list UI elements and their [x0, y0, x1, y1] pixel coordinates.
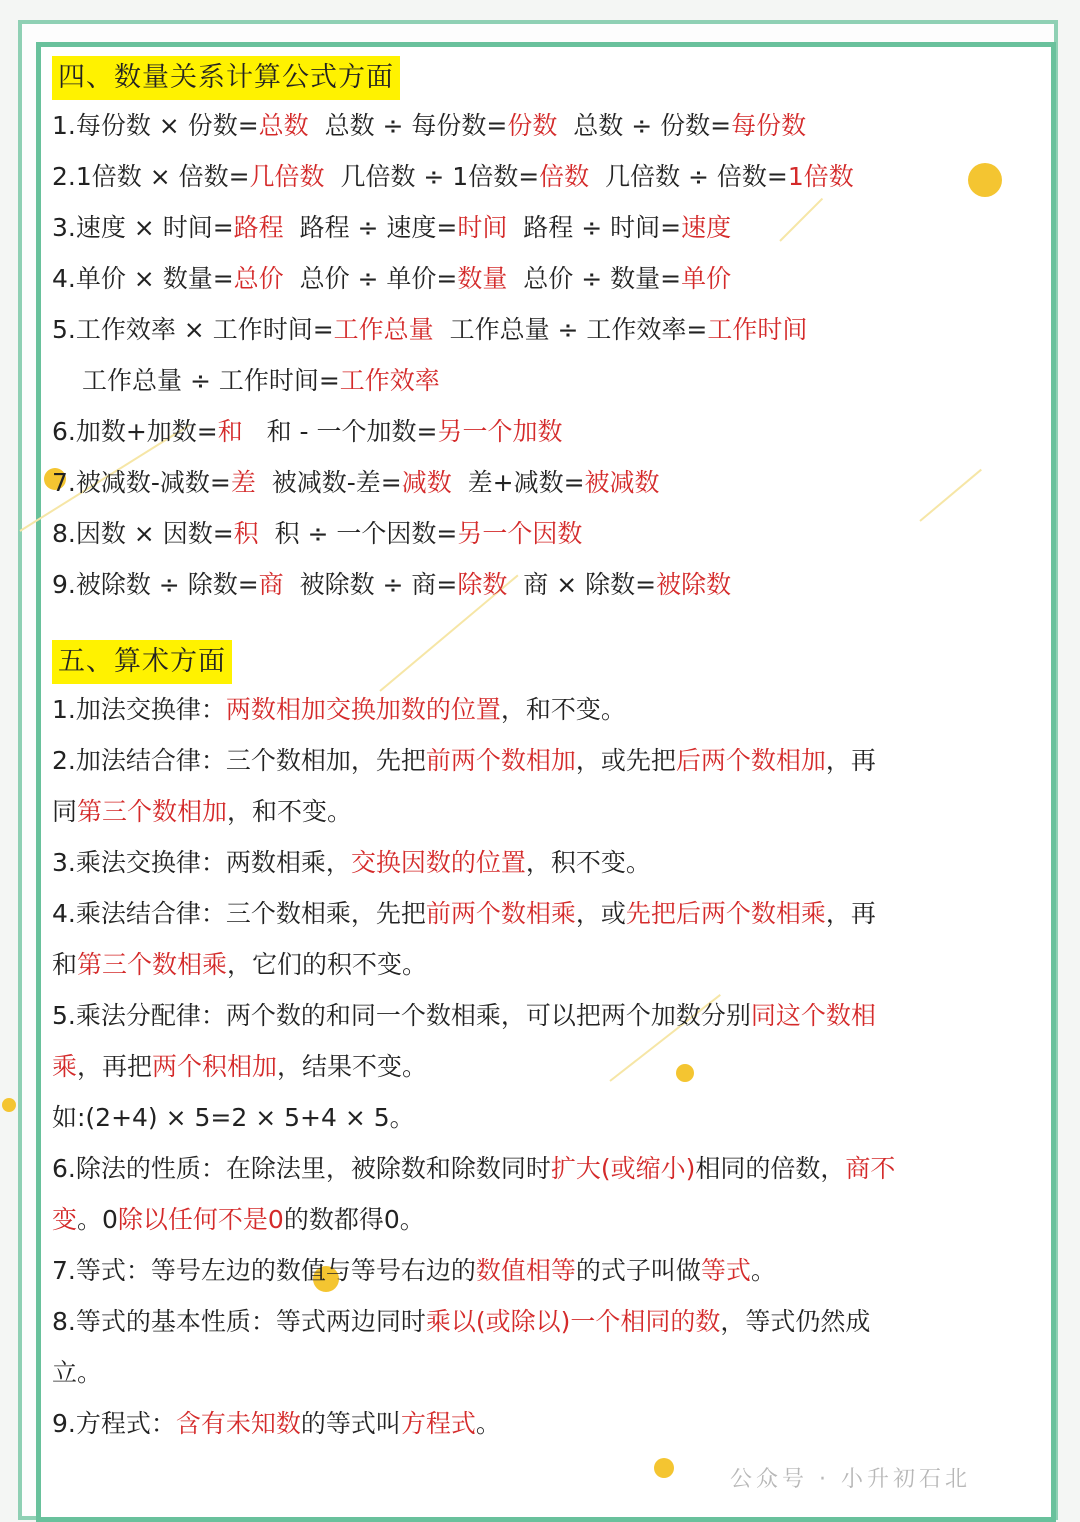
text-line — [52, 990, 1042, 1041]
highlight-term: 第三个数相乘 — [77, 950, 228, 979]
text-segment: 4.乘法结合律：三个数相乘，先把 — [52, 899, 426, 928]
highlight-term: 工作效率 — [339, 366, 440, 395]
highlight-term: 被减数 — [584, 468, 660, 497]
text-segment: ，再 — [825, 899, 876, 928]
text-segment: 总价 ÷ 数量= — [507, 264, 682, 293]
highlight-term: 除数 — [457, 570, 508, 599]
highlight-term: 积 — [233, 519, 259, 548]
text-line — [52, 202, 1042, 253]
formula-list — [52, 100, 1042, 610]
text-line — [52, 888, 1042, 939]
highlight-term: 扩大(或缩小) — [550, 1154, 696, 1183]
text-segment: 4.单价 × 数量= — [52, 264, 234, 293]
highlight-term: 除以任何不是0 — [117, 1205, 284, 1234]
text-line — [52, 939, 1042, 990]
highlight-term: 总价 — [233, 264, 284, 293]
text-segment: 积 ÷ 一个因数= — [258, 519, 458, 548]
text-segment: 总价 ÷ 单价= — [283, 264, 458, 293]
highlight-term: 份数 — [507, 111, 558, 140]
highlight-term: 另一个因数 — [457, 519, 583, 548]
decor-dot — [2, 1098, 16, 1112]
text-segment: 商 × 除数= — [507, 570, 657, 599]
text-segment: 9.被除数 ÷ 除数= — [52, 570, 259, 599]
text-line — [52, 355, 1042, 406]
highlight-term: 和 — [217, 417, 243, 446]
text-segment: 9.方程式： — [52, 1409, 176, 1438]
highlight-term: 路程 — [233, 213, 284, 242]
text-line — [52, 1296, 1042, 1347]
section-heading: 五、算术方面 — [52, 640, 232, 684]
text-segment: ，它们的积不变。 — [227, 950, 428, 979]
text-segment: 差+减数= — [451, 468, 585, 497]
content — [52, 56, 1042, 1449]
text-segment: 2.加法结合律：三个数相加，先把 — [52, 746, 426, 775]
highlight-term: 方程式 — [400, 1409, 476, 1438]
highlight-term: 交换因数的位置 — [350, 848, 526, 877]
text-segment: 8.等式的基本性质：等式两边同时 — [52, 1307, 426, 1336]
text-line — [52, 508, 1042, 559]
text-segment: 被减数-差= — [255, 468, 402, 497]
text-segment: 1.每份数 × 份数= — [52, 111, 259, 140]
highlight-term: 差 — [230, 468, 256, 497]
text-segment: 几倍数 ÷ 倍数= — [589, 162, 788, 191]
text-line — [52, 1245, 1042, 1296]
highlight-term: 同这个数相 — [750, 1001, 876, 1030]
text-line — [52, 253, 1042, 304]
text-segment: 被除数 ÷ 商= — [283, 570, 458, 599]
text-line — [52, 457, 1042, 508]
highlight-term: 倍数 — [539, 162, 590, 191]
highlight-term: 几倍数 — [249, 162, 325, 191]
highlight-term: 含有未知数 — [175, 1409, 301, 1438]
highlight-term: 等式 — [700, 1256, 751, 1285]
text-segment: 同 — [52, 797, 78, 826]
highlight-term: 单价 — [681, 264, 732, 293]
highlight-term: 第三个数相加 — [77, 797, 228, 826]
highlight-term: 速度 — [681, 213, 732, 242]
text-line — [52, 1398, 1042, 1449]
highlight-term: 每份数 — [731, 111, 807, 140]
text-line — [52, 837, 1042, 888]
text-segment: 。 — [475, 1409, 501, 1438]
text-segment: 工作总量 ÷ 工作时间= — [82, 366, 340, 395]
text-segment: 几倍数 ÷ 1倍数= — [324, 162, 540, 191]
highlight-term: 乘以(或除以)一个相同的数 — [425, 1307, 721, 1336]
text-segment: 如:(2+4) × 5=2 × 5+4 × 5。 — [52, 1103, 415, 1132]
text-line — [52, 100, 1042, 151]
text-segment: 的等式叫 — [300, 1409, 401, 1438]
text-segment: ，再把 — [77, 1052, 153, 1081]
text-segment: ，结果不变。 — [277, 1052, 428, 1081]
text-segment: 1.加法交换律： — [52, 695, 226, 724]
text-line — [52, 735, 1042, 786]
highlight-term: 先把后两个数相乘 — [625, 899, 826, 928]
text-line — [52, 1347, 1042, 1398]
text-segment: 5.乘法分配律：两个数的和同一个数相乘，可以把两个加数分别 — [52, 1001, 751, 1030]
highlight-term: 另一个加数 — [437, 417, 563, 446]
text-segment: ，积不变。 — [525, 848, 651, 877]
text-segment: 2.1倍数 × 倍数= — [52, 162, 250, 191]
decor-dot — [654, 1458, 674, 1478]
text-line — [52, 406, 1042, 457]
text-segment: 工作总量 ÷ 工作效率= — [433, 315, 708, 344]
text-segment: 5.工作效率 × 工作时间= — [52, 315, 334, 344]
highlight-term: 被除数 — [656, 570, 732, 599]
text-segment: 总数 ÷ 每份数= — [308, 111, 508, 140]
text-segment: 3.乘法交换律：两数相乘， — [52, 848, 351, 877]
text-segment: ，和不变。 — [500, 695, 626, 724]
text-segment: 7.等式：等号左边的数值与等号右边的 — [52, 1256, 476, 1285]
text-segment: 。 — [750, 1256, 776, 1285]
section-heading: 四、数量关系计算公式方面 — [52, 56, 400, 100]
text-segment: 和 - 一个加数= — [242, 417, 438, 446]
text-segment: 6.除法的性质：在除法里，被除数和除数同时 — [52, 1154, 551, 1183]
highlight-term: 数量 — [457, 264, 508, 293]
highlight-term: 商 — [258, 570, 284, 599]
highlight-term: 工作总量 — [333, 315, 434, 344]
highlight-term: 前两个数相加 — [425, 746, 576, 775]
text-line — [52, 1041, 1042, 1092]
text-segment: ，等式仍然成 — [720, 1307, 871, 1336]
text-segment: 总数 ÷ 份数= — [557, 111, 732, 140]
text-segment: ，或先把 — [575, 746, 676, 775]
text-segment: 路程 ÷ 速度= — [283, 213, 458, 242]
text-segment: ，或 — [575, 899, 626, 928]
watermark: 公众号 · 小升初石北 — [730, 1467, 971, 1492]
highlight-term: 1倍数 — [787, 162, 854, 191]
highlight-term: 两数相加交换加数的位置 — [225, 695, 501, 724]
text-segment: 相同的倍数， — [695, 1154, 846, 1183]
text-segment: 和 — [52, 950, 78, 979]
highlight-term: 乘 — [52, 1052, 78, 1081]
text-segment: 路程 ÷ 时间= — [507, 213, 682, 242]
highlight-term: 前两个数相乘 — [425, 899, 576, 928]
highlight-term: 数值相等 — [475, 1256, 576, 1285]
text-segment: 3.速度 × 时间= — [52, 213, 234, 242]
text-line — [52, 304, 1042, 355]
text-segment: 6.加数+加数= — [52, 417, 218, 446]
highlight-term: 变 — [52, 1205, 78, 1234]
text-line — [52, 786, 1042, 837]
text-segment: 立。 — [52, 1358, 103, 1387]
text-segment: ，再 — [825, 746, 876, 775]
highlight-term: 减数 — [401, 468, 452, 497]
text-line — [52, 1143, 1042, 1194]
text-line — [52, 684, 1042, 735]
text-line — [52, 559, 1042, 610]
rule-list — [52, 684, 1042, 1449]
text-segment: 8.因数 × 因数= — [52, 519, 234, 548]
highlight-term: 工作时间 — [707, 315, 808, 344]
text-segment: ，和不变。 — [227, 797, 353, 826]
highlight-term: 总数 — [258, 111, 309, 140]
text-segment: 的式子叫做 — [575, 1256, 701, 1285]
text-line — [52, 1194, 1042, 1245]
text-line — [52, 1092, 1042, 1143]
text-segment: 。0 — [77, 1205, 118, 1234]
highlight-term: 后两个数相加 — [675, 746, 826, 775]
highlight-term: 商不 — [845, 1154, 896, 1183]
text-segment: 的数都得0。 — [283, 1205, 425, 1234]
text-segment: 7.被减数-减数= — [52, 468, 231, 497]
highlight-term: 两个积相加 — [152, 1052, 278, 1081]
highlight-term: 时间 — [457, 213, 508, 242]
text-line — [52, 151, 1042, 202]
